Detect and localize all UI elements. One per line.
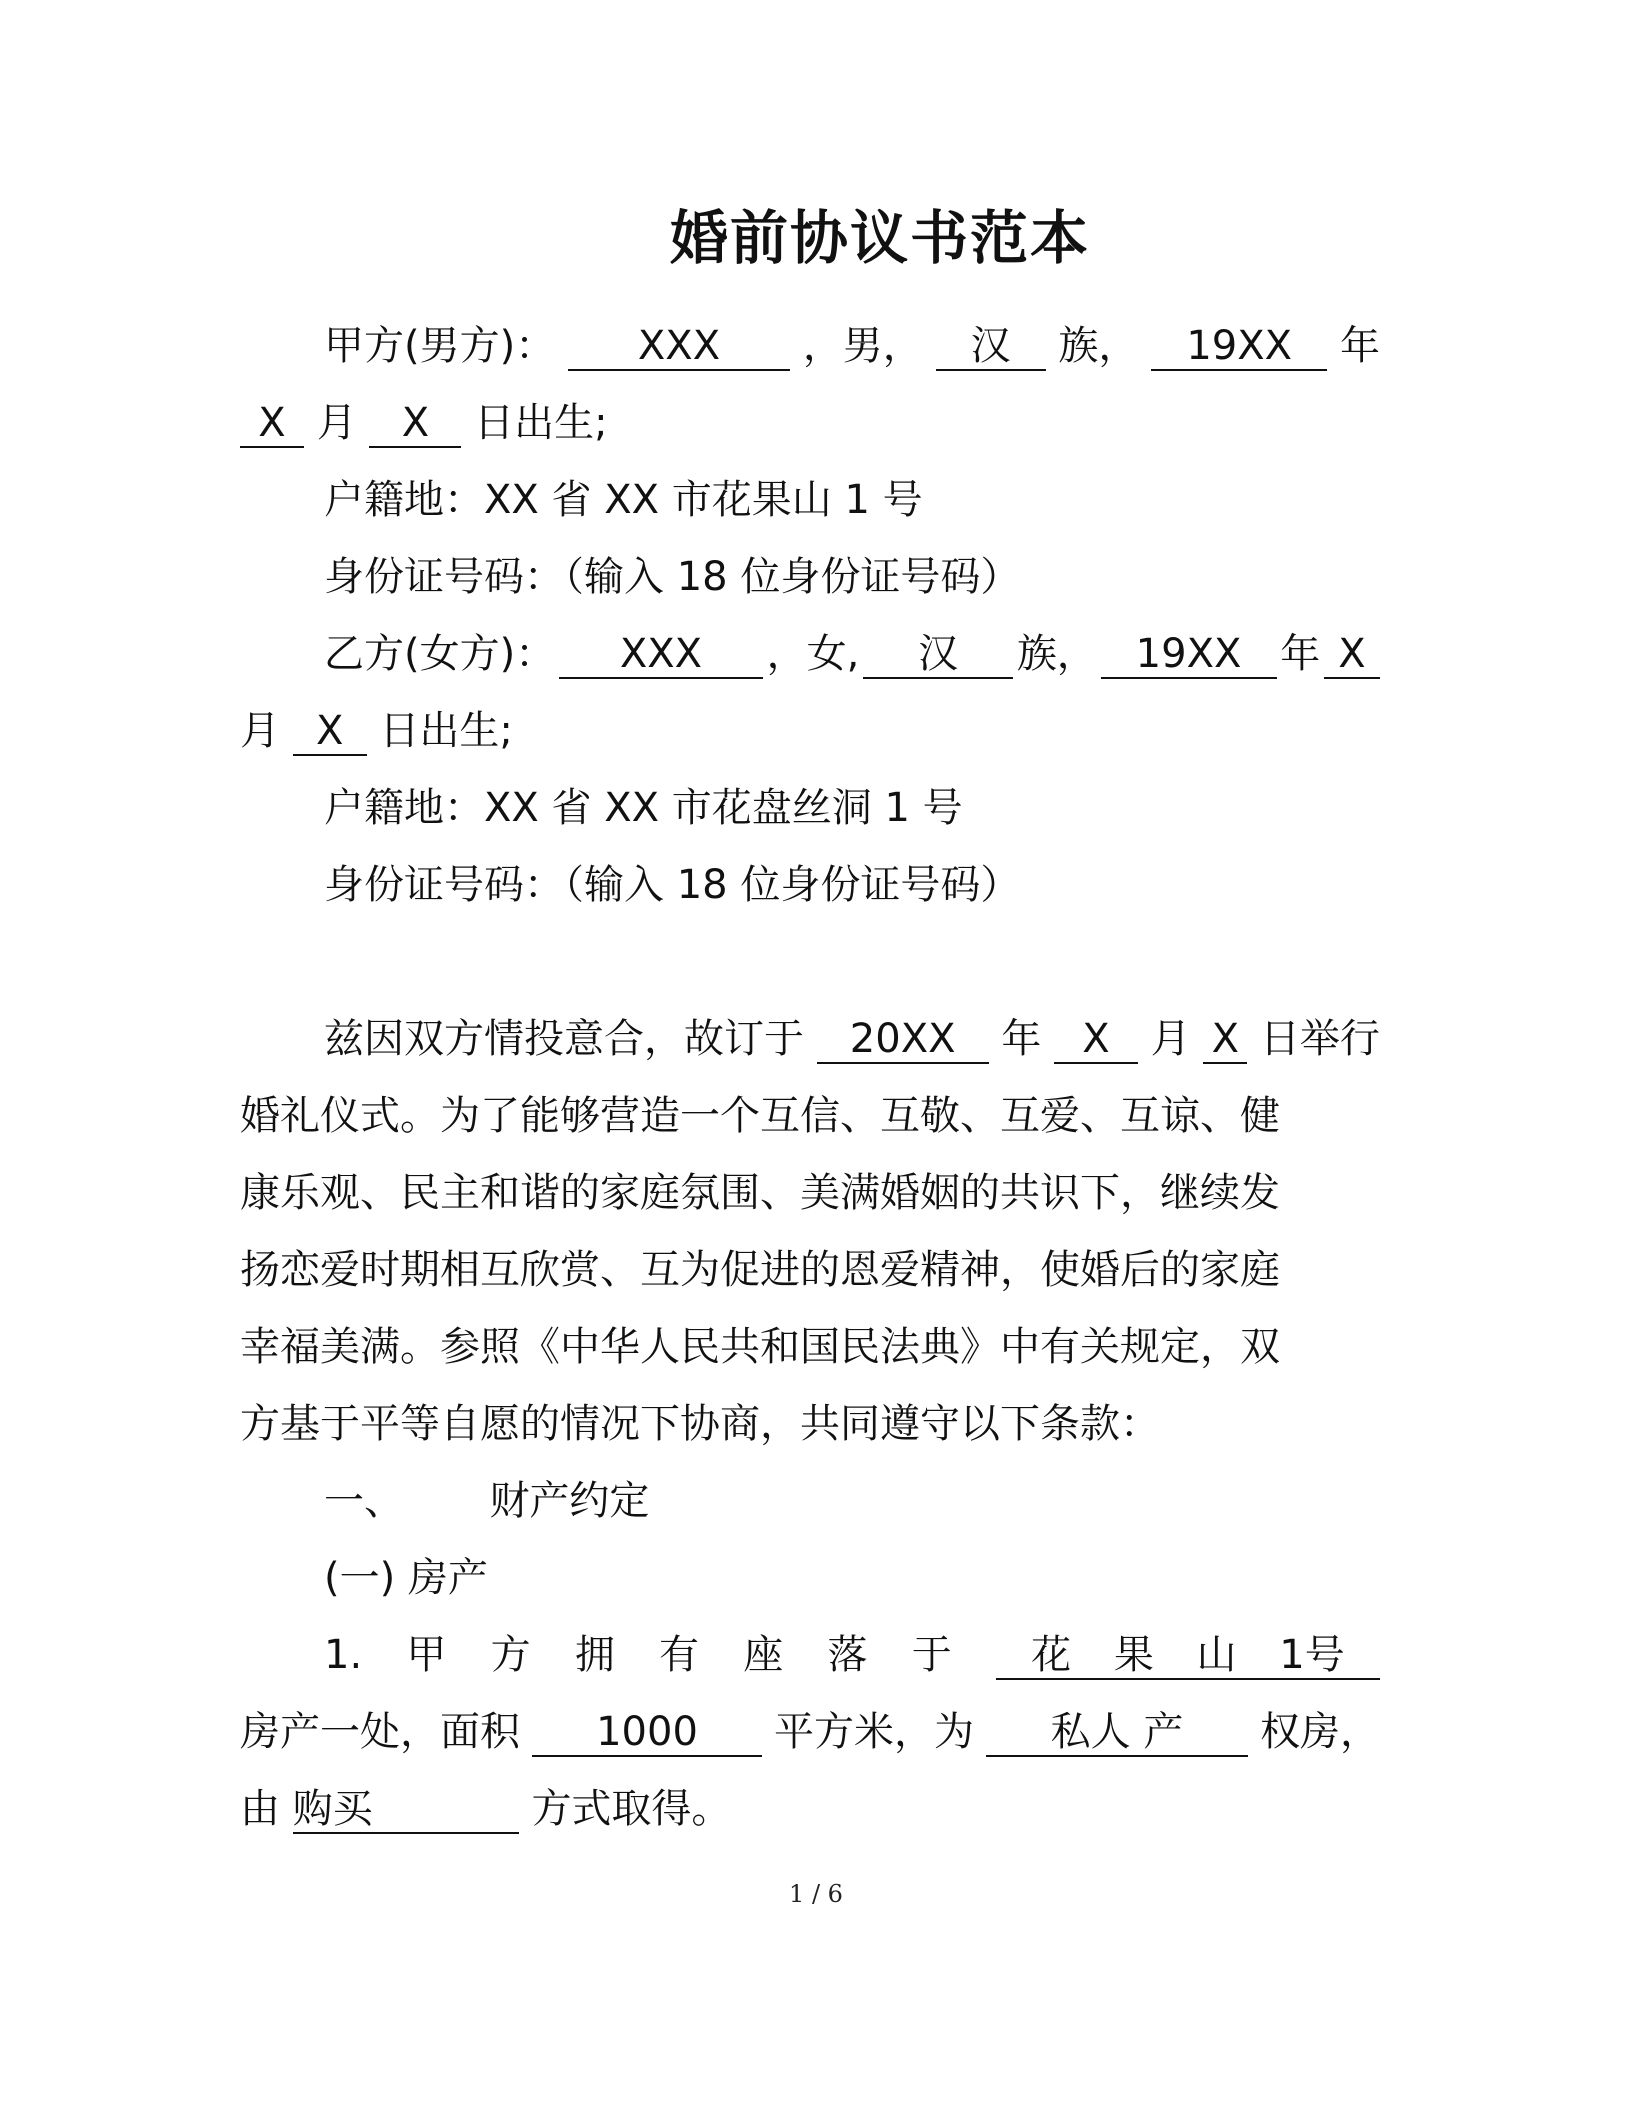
- party-a-birth-month-field: X: [240, 400, 304, 448]
- preamble-line: 方基于平等自愿的情况下协商，共同遵守以下条款：: [240, 1401, 1160, 1447]
- property-location-field: 花 果 山 1号: [996, 1632, 1380, 1680]
- party-a-birth-line: [240, 385, 1380, 462]
- wedding-year-char: 年: [1001, 1016, 1042, 1062]
- property-suffix: 权房，: [1260, 1709, 1380, 1755]
- party-b-gender: ，女,: [766, 631, 860, 677]
- party-b-line: [240, 616, 1380, 693]
- section-number: 一、: [324, 1478, 404, 1524]
- acquisition-field: 购买: [293, 1786, 519, 1834]
- party-a-label: 甲方(男方)：: [324, 323, 556, 369]
- party-a-day-suffix: 日出生;: [474, 400, 608, 446]
- clause-char: 方: [490, 1632, 531, 1678]
- clause-1-line-3: [240, 1771, 1380, 1848]
- party-b-name-field: XXX: [559, 631, 763, 679]
- party-b-household: 户籍地：XX 省 XX 市花盘丝洞 1 号: [324, 785, 963, 831]
- party-a-gender: ，男，: [802, 323, 923, 369]
- area-lead: 房产一处，面积: [240, 1709, 520, 1755]
- party-a-ethnicity-field: 汉: [936, 323, 1046, 371]
- party-a-id-number: 身份证号码：（输入 18 位身份证号码）: [324, 554, 1021, 600]
- party-a-name-field: XXX: [568, 323, 790, 371]
- preamble-line: 扬恋爱时期相互欣赏、互为促进的恩爱精神，使婚后的家庭: [240, 1247, 1280, 1293]
- wedding-month-char: 月: [1150, 1016, 1191, 1062]
- clause-char: 甲: [406, 1632, 447, 1678]
- page-number: 1 / 6: [789, 1880, 843, 1908]
- party-a-year-char: 年: [1340, 323, 1380, 369]
- party-b-label: 乙方(女方)：: [324, 631, 556, 677]
- preamble-line: 婚礼仪式。为了能够营造一个互信、互敬、互爱、互谅、健: [240, 1093, 1280, 1139]
- clause-char: 有: [659, 1632, 700, 1678]
- party-b-ethnicity-field: 汉: [863, 631, 1013, 679]
- acquisition-lead: 由: [240, 1786, 280, 1832]
- section-title: 财产约定: [489, 1478, 650, 1524]
- acquisition-suffix: 方式取得。: [531, 1786, 732, 1832]
- section-heading: [240, 1463, 1380, 1540]
- party-a-ethnicity-suffix: 族，: [1058, 323, 1139, 369]
- document-title: 婚前协议书范本: [669, 204, 1090, 272]
- area-field: 1000: [532, 1709, 762, 1757]
- party-b-day-suffix: 日出生;: [379, 708, 513, 754]
- document-body: [240, 308, 1380, 1848]
- clause-1-line-1: [240, 1617, 1380, 1694]
- party-a-month-char: 月: [316, 400, 357, 446]
- paragraph-gap: [240, 924, 1380, 1001]
- subsection-heading: (一) 房产: [324, 1555, 488, 1601]
- party-b-ethnicity-suffix: 族，: [1016, 631, 1097, 677]
- party-b-birth-line: [240, 693, 1380, 770]
- party-b-birth-day-field: X: [293, 708, 367, 756]
- party-a-line: [240, 308, 1380, 385]
- clause-char: 拥: [574, 1632, 615, 1678]
- clause-1-line-2: [240, 1694, 1380, 1771]
- preamble-line: 幸福美满。参照《中华人民共和国民法典》中有关规定，双: [240, 1324, 1280, 1370]
- clause-char: 座: [743, 1632, 784, 1678]
- property-type-field: 私人 产: [986, 1709, 1248, 1757]
- preamble-line: 康乐观、民主和谐的家庭氛围、美满婚姻的共识下，继续发: [240, 1170, 1280, 1216]
- party-a-household: 户籍地：XX 省 XX 市花果山 1 号: [324, 477, 923, 523]
- clause-char: 落: [827, 1632, 868, 1678]
- party-b-birth-month-field: X: [1324, 631, 1380, 679]
- party-b-month-char: 月: [240, 708, 280, 754]
- party-a-birth-day-field: X: [369, 400, 461, 448]
- wedding-month-field: X: [1054, 1016, 1138, 1064]
- wedding-day-field: X: [1203, 1016, 1247, 1064]
- clause-char: 1.: [324, 1632, 363, 1678]
- party-a-birth-year-field: 19XX: [1151, 323, 1327, 371]
- party-b-year-char: 年: [1280, 631, 1321, 677]
- wedding-year-field: 20XX: [817, 1016, 989, 1064]
- party-b-birth-year-field: 19XX: [1101, 631, 1277, 679]
- area-unit: 平方米，为: [774, 1709, 974, 1755]
- wedding-day-tail: 日举行: [1259, 1016, 1380, 1062]
- preamble-lead: 兹因双方情投意合，故订于: [324, 1016, 804, 1062]
- clause-char: 于: [911, 1632, 952, 1678]
- party-b-id-number: 身份证号码：（输入 18 位身份证号码）: [324, 862, 1021, 908]
- preamble-first-line: [240, 1001, 1380, 1078]
